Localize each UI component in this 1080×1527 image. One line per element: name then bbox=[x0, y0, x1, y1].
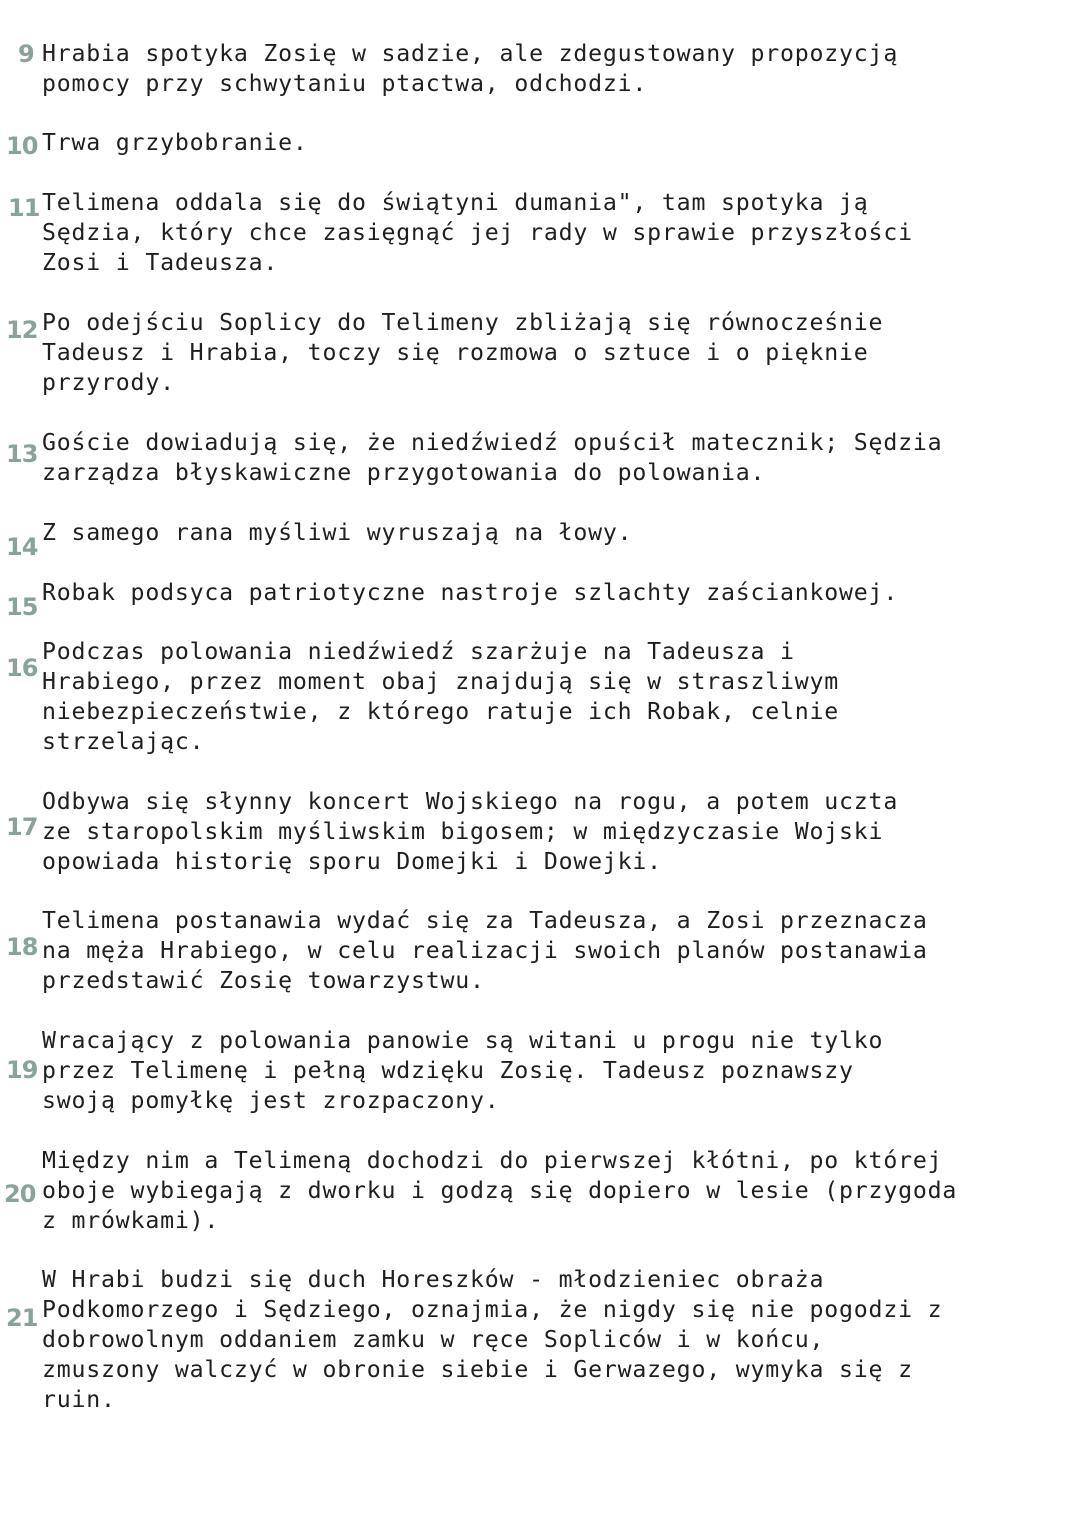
item-text-line: Telimena oddala się do świątyni dumania", tam spotyka ją bbox=[42, 189, 869, 216]
item-text-line: ruin. bbox=[42, 1386, 116, 1413]
item-number: 9 bbox=[18, 40, 34, 68]
item-number: 18 bbox=[6, 933, 38, 961]
item-text-line: Tadeusz i Hrabia, toczy się rozmowa o sztuce i o pięknie bbox=[42, 339, 869, 366]
item-number: 15 bbox=[6, 593, 38, 621]
item-text-line: oboje wybiegają z dworku i godzą się dopiero w lesie (przygoda bbox=[42, 1177, 958, 1204]
item-number: 20 bbox=[4, 1180, 36, 1208]
item-text-line: Sędzia, który chce zasięgnąć jej rady w sprawie przyszłości bbox=[42, 219, 913, 246]
item-number: 14 bbox=[6, 533, 38, 561]
item-number: 10 bbox=[6, 132, 38, 160]
item-text-line: Hrabiego, przez moment obaj znajdują się w straszliwym bbox=[42, 668, 840, 695]
item-text-line: Robak podsyca patriotyczne nastroje szlachty zaściankowej. bbox=[42, 579, 899, 606]
item-text-line: Podkomorzego i Sędziego, oznajmia, że nigdy się nie pogodzi z bbox=[42, 1296, 943, 1323]
item-text bbox=[42, 188, 1052, 278]
item-number: 21 bbox=[6, 1304, 38, 1332]
item-number: 12 bbox=[6, 316, 38, 344]
item-text-line: Po odejściu Soplicy do Telimeny zbliżają się równocześnie bbox=[42, 309, 884, 336]
item-text-line: opowiada historię sporu Domejki i Dowejki. bbox=[42, 848, 662, 875]
item-text-line: Telimena postanawia wydać się za Tadeusza, a Zosi przeznacza bbox=[42, 907, 928, 934]
item-number: 19 bbox=[6, 1056, 38, 1084]
item-number: 17 bbox=[6, 813, 38, 841]
item-text-line: Podczas polowania niedźwiedź szarżuje na Tadeusza i bbox=[42, 638, 795, 665]
item-number: 11 bbox=[8, 194, 40, 222]
item-text bbox=[42, 1026, 1052, 1116]
item-text bbox=[42, 1146, 1052, 1236]
item-text bbox=[42, 1265, 1052, 1415]
item-text-line: Z samego rana myśliwi wyruszają na łowy. bbox=[42, 519, 633, 546]
item-number: 16 bbox=[6, 654, 38, 682]
item-text-line: swoją pomyłkę jest zrozpaczony. bbox=[42, 1087, 500, 1114]
item-text-line: z mrówkami). bbox=[42, 1207, 220, 1234]
item-text-line: Hrabia spotyka Zosię w sadzie, ale zdegustowany propozycją bbox=[42, 40, 899, 67]
item-text-line: Wracający z polowania panowie są witani u progu nie tylko bbox=[42, 1027, 884, 1054]
item-text bbox=[42, 128, 1052, 158]
item-text-line: Między nim a Telimeną dochodzi do pierwszej kłótni, po której bbox=[42, 1147, 943, 1174]
item-text-line: Odbywa się słynny koncert Wojskiego na rogu, a potem uczta bbox=[42, 788, 899, 815]
item-text-line: dobrowolnym oddaniem zamku w ręce Sopliców i w końcu, bbox=[42, 1326, 825, 1353]
item-text-line: przez Telimenę i pełną wdzięku Zosię. Tadeusz poznawszy bbox=[42, 1057, 854, 1084]
item-text bbox=[42, 39, 1052, 99]
item-text-line: ze staropolskim myśliwskim bigosem; w międzyczasie Wojski bbox=[42, 818, 884, 845]
item-text bbox=[42, 906, 1052, 996]
item-text-line: Goście dowiadują się, że niedźwiedź opuścił matecznik; Sędzia bbox=[42, 429, 943, 456]
item-text-line: strzelając. bbox=[42, 728, 205, 755]
item-text bbox=[42, 518, 1052, 548]
item-text-line: Trwa grzybobranie. bbox=[42, 129, 308, 156]
item-text bbox=[42, 637, 1052, 757]
item-number: 13 bbox=[6, 440, 38, 468]
item-text-line: W Hrabi budzi się duch Horeszków - młodzieniec obraża bbox=[42, 1266, 825, 1293]
item-text-line: na męża Hrabiego, w celu realizacji swoich planów postanawia bbox=[42, 937, 928, 964]
item-text bbox=[42, 308, 1052, 398]
item-text-line: pomocy przy schwytaniu ptactwa, odchodzi. bbox=[42, 70, 648, 97]
item-text-line: Zosi i Tadeusza. bbox=[42, 249, 279, 276]
item-text-line: przedstawić Zosię towarzystwu. bbox=[42, 967, 485, 994]
item-text bbox=[42, 787, 1052, 877]
item-text-line: zarządza błyskawiczne przygotowania do polowania. bbox=[42, 459, 766, 486]
item-text-line: przyrody. bbox=[42, 369, 175, 396]
item-text bbox=[42, 578, 1052, 608]
item-text-line: zmuszony walczyć w obronie siebie i Gerwazego, wymyka się z bbox=[42, 1356, 913, 1383]
item-text bbox=[42, 428, 1052, 488]
item-text-line: niebezpieczeństwie, z którego ratuje ich Robak, celnie bbox=[42, 698, 840, 725]
